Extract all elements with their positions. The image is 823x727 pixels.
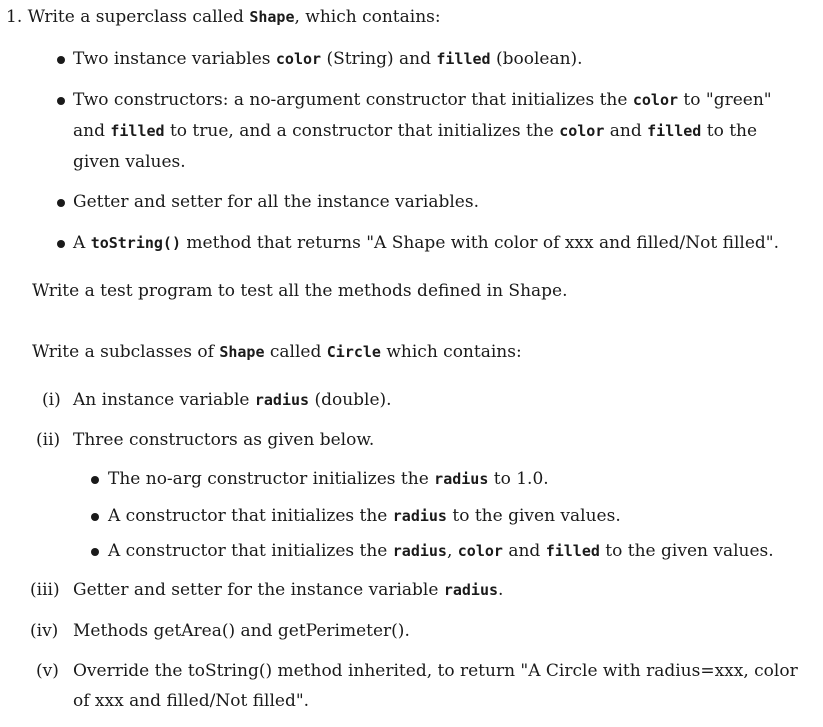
bullet-constructors-line1: Two constructors: a no-argument constructor that initializes the color to "green" <box>73 90 772 110</box>
question-number: 1. <box>6 7 23 27</box>
bullet-instance-variables: Two instance variables color (String) and filled (boolean). <box>73 49 583 69</box>
constructor-noarg: The no-arg constructor initializes the radius to 1.0. <box>108 469 549 489</box>
item-label-iii: (iii) <box>30 580 60 600</box>
bullet-icon <box>57 56 65 64</box>
bullet-constructors-line3: given values. <box>73 152 186 172</box>
constructor-radius: A constructor that initializes the radius to the given values. <box>108 506 621 526</box>
item-v-line1: Override the toString() method inherited, to return "A Circle with radius=xxx, color <box>73 661 798 681</box>
subclass-intro: Write a subclasses of Shape called Circle which contains: <box>32 342 522 362</box>
constructor-full: A constructor that initializes the radius, color and filled to the given values. <box>108 541 774 561</box>
question-intro: 1. Write a superclass called Shape, which contains: <box>6 7 441 27</box>
bullet-constructors-line2: and filled to true, and a constructor that initializes the color and filled to the <box>73 121 758 141</box>
item-i-text: An instance variable radius (double). <box>73 390 392 410</box>
bullet-icon <box>91 513 99 521</box>
bullet-icon <box>57 97 65 105</box>
item-label-iv: (iv) <box>30 621 59 641</box>
test-program-text: Write a test program to test all the methods defined in Shape. <box>32 281 568 301</box>
item-iv-text: Methods getArea() and getPerimeter(). <box>73 621 410 641</box>
bullet-tostring: A toString() method that returns "A Shape with color of xxx and filled/Not filled". <box>73 233 779 253</box>
item-label-i: (i) <box>42 390 61 410</box>
bullet-getters-setters: Getter and setter for all the instance variables. <box>73 192 479 212</box>
bullet-icon <box>57 240 65 248</box>
item-label-ii: (ii) <box>36 430 61 450</box>
bullet-icon <box>57 199 65 207</box>
item-label-v: (v) <box>36 661 59 681</box>
item-ii-text: Three constructors as given below. <box>73 430 375 450</box>
bullet-icon <box>91 548 99 556</box>
bullet-icon <box>91 476 99 484</box>
item-v-line2: of xxx and filled/Not filled". <box>73 691 310 711</box>
item-iii-text: Getter and setter for the instance variable radius. <box>73 580 504 600</box>
